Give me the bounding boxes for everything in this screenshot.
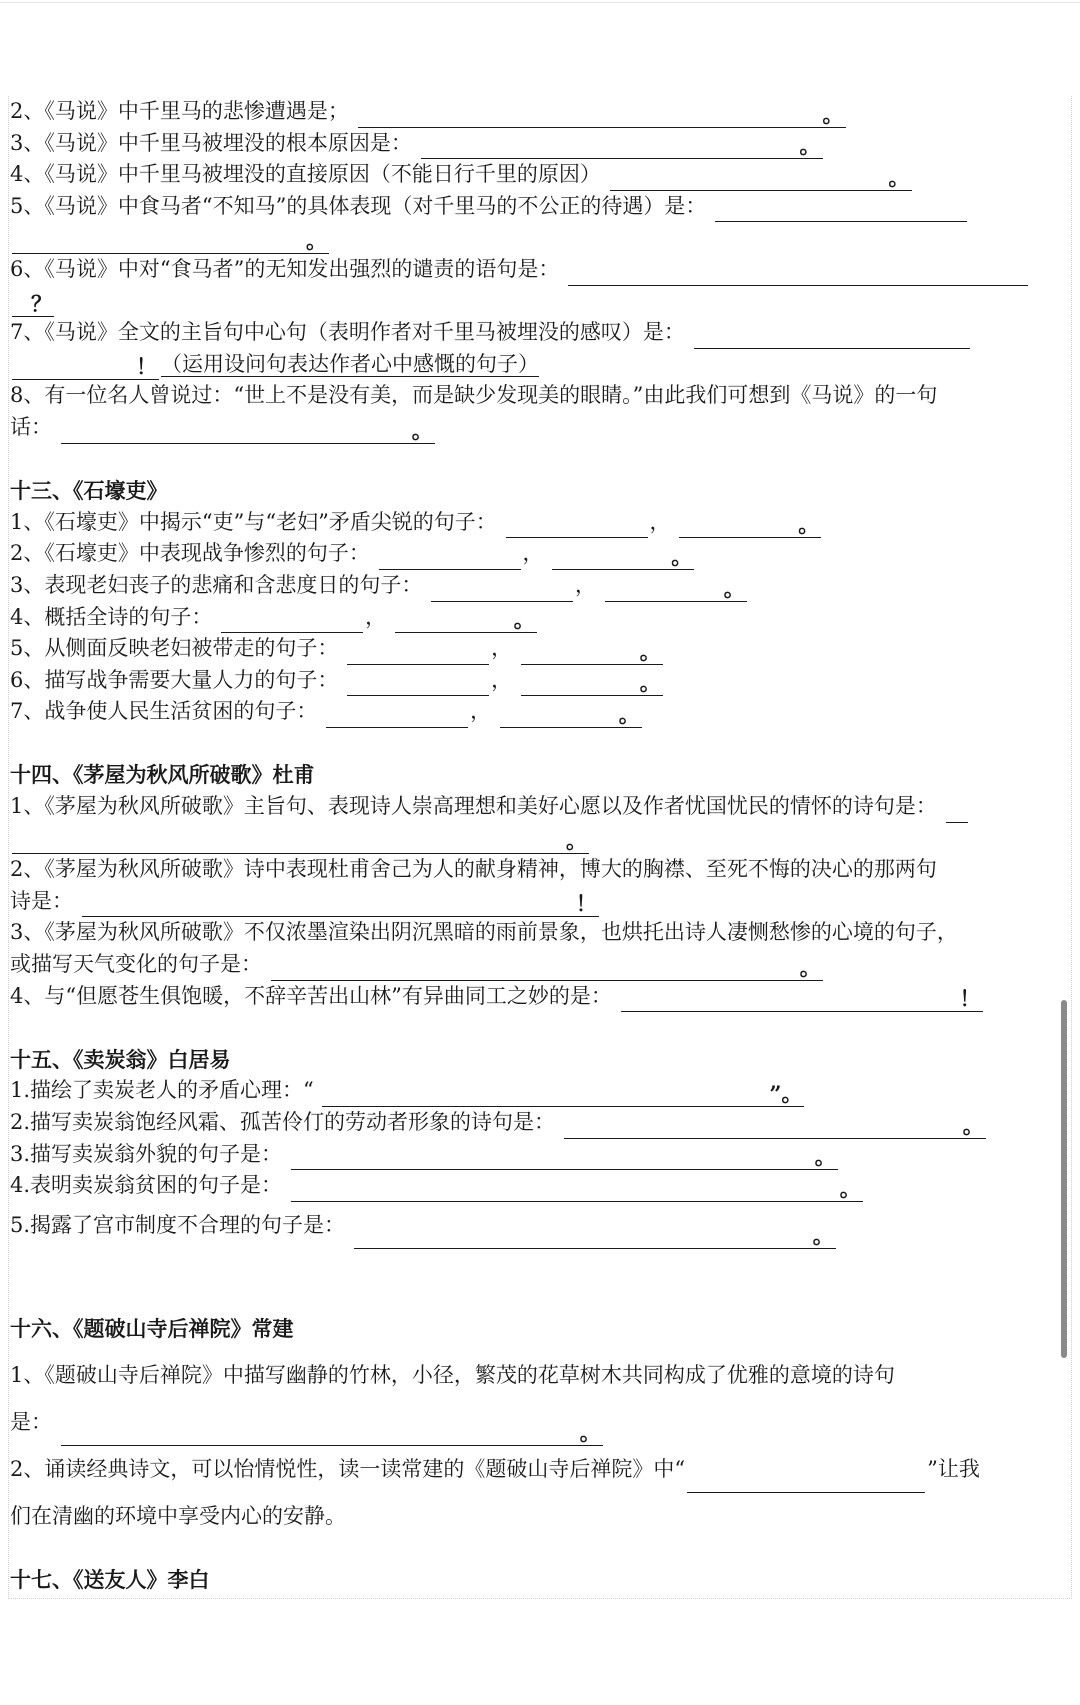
question-text: 3、《茅屋为秋风所破歌》不仅浓墨渲染出阴沉黑暗的雨前景象，也烘托出诗人凄恻愁惨的心境的句子， — [10, 920, 958, 945]
question-text: 2、《马说》中千里马的悲惨遭遇是； — [10, 99, 349, 123]
punctuation: ， — [522, 541, 544, 566]
punctuation: 。 — [799, 954, 821, 980]
punctuation: 。 — [962, 1112, 984, 1138]
question-line — [10, 191, 1066, 223]
answer-blank[interactable] — [506, 513, 648, 538]
question-text: 2、《石壕吏》中表现战争惨烈的句子： — [10, 541, 370, 566]
answer-blank[interactable] — [358, 103, 846, 128]
answer-blank[interactable] — [552, 545, 694, 570]
question-line — [10, 917, 1066, 949]
question-line — [10, 665, 1066, 697]
punctuation: ！ — [575, 891, 597, 917]
question-line-continued — [10, 349, 1066, 381]
answer-blank[interactable] — [271, 956, 823, 981]
punctuation: ！ — [959, 986, 981, 1012]
answer-blank[interactable] — [221, 608, 363, 633]
answer-blank[interactable] — [421, 134, 823, 159]
punctuation: 。 — [411, 417, 433, 443]
punctuation: ！ — [136, 354, 157, 380]
answer-blank[interactable] — [500, 703, 642, 728]
answer-blank[interactable] — [687, 1468, 925, 1493]
punctuation: 。 — [566, 828, 587, 854]
question-line-continued — [10, 412, 1066, 444]
section-heading-ti-po-shan: 十六、《题破山寺后禅院》常建 — [10, 1315, 294, 1341]
punctuation: 。 — [839, 1175, 861, 1201]
punctuation: ？ — [31, 291, 52, 317]
answer-blank[interactable] — [61, 419, 435, 444]
question-line-continued — [10, 886, 1066, 918]
question-line — [10, 1107, 1066, 1139]
answer-blank[interactable] — [610, 166, 912, 191]
punctuation: 。 — [618, 701, 640, 727]
question-note: （运用设问句表达作者心中感慨的句子） — [161, 351, 539, 376]
answer-blank[interactable] — [354, 1224, 836, 1249]
answer-blank[interactable] — [326, 703, 468, 728]
section-heading-mao-wu: 十四、《茅屋为秋风所破歌》杜甫 — [10, 762, 315, 788]
punctuation: ， — [575, 572, 597, 597]
question-text: 7、《马说》全文的主旨句中心句（表明作者对千里马被埋没的感叹）是： — [10, 320, 685, 345]
worksheet-content — [10, 96, 1066, 1595]
question-text: 们在清幽的环境中享受内心的安静。 — [10, 1503, 346, 1528]
punctuation: ， — [470, 699, 492, 724]
vertical-scrollbar[interactable] — [1061, 1000, 1067, 1358]
answer-blank[interactable] — [431, 577, 573, 602]
question-text: 3、《马说》中千里马被埋没的根本原因是： — [10, 130, 412, 155]
punctuation: 。 — [799, 133, 821, 159]
question-line — [10, 1170, 1066, 1202]
answer-blank[interactable] — [605, 577, 747, 602]
question-line — [10, 380, 1066, 412]
question-line — [10, 317, 1066, 349]
question-line — [10, 1446, 1066, 1493]
answer-blank[interactable] — [568, 261, 1028, 286]
top-divider — [0, 2, 1080, 3]
answer-blank[interactable] — [291, 1145, 838, 1170]
question-text: 2、诵读经典诗文，可以怡情悦性，读一读常建的《题破山寺后禅院》中“ — [10, 1456, 686, 1481]
question-line — [10, 159, 1066, 191]
answer-blank[interactable] — [379, 545, 521, 570]
answer-blank[interactable] — [12, 229, 329, 254]
question-text: 4.表明卖炭翁贫困的句子是： — [10, 1173, 283, 1198]
question-line — [10, 1352, 1066, 1399]
punctuation: 。 — [812, 1222, 834, 1248]
punctuation: ， — [491, 636, 513, 661]
question-line — [10, 602, 1066, 634]
answer-blank[interactable] — [694, 324, 970, 349]
question-line — [10, 570, 1066, 602]
punctuation: 。 — [639, 670, 661, 696]
answer-blank[interactable] — [322, 1082, 804, 1107]
question-line — [10, 538, 1066, 570]
question-line — [10, 254, 1066, 286]
question-text: 4、《马说》中千里马被埋没的直接原因（不能日行千里的原因） — [10, 162, 601, 187]
punctuation: 。 — [888, 164, 910, 190]
punctuation: 。 — [513, 607, 535, 633]
question-text: 1、《题破山寺后禅院》中描写幽静的竹林，小径，繁茂的花草树木共同构成了优雅的意境的诗句 — [10, 1362, 895, 1387]
question-line — [10, 981, 1066, 1013]
question-line-continued — [10, 286, 1066, 318]
punctuation: 。 — [671, 543, 693, 569]
question-line — [10, 1075, 1066, 1107]
question-text: 1、《石壕吏》中揭示“吏”与“老妇”矛盾尖锐的句子： — [10, 509, 497, 534]
answer-blank[interactable] — [61, 1421, 603, 1446]
question-line — [10, 1139, 1066, 1171]
question-text: 2.描写卖炭翁饱经风霜、孤苦伶仃的劳动者形象的诗句是： — [10, 1110, 556, 1134]
question-text: 4、概括全诗的句子： — [10, 604, 213, 629]
punctuation: 。 — [306, 227, 327, 253]
question-line-continued — [10, 1493, 1066, 1540]
question-text: 2、《茅屋为秋风所破歌》诗中表现杜甫舍己为人的献身精神，博大的胸襟、至死不悔的决心的那两句 — [10, 857, 937, 882]
question-text: 5、从侧面反映老妇被带走的句子： — [10, 636, 339, 661]
answer-blank[interactable] — [12, 829, 589, 854]
section-heading-mai-tan-weng: 十五、《卖炭翁》白居易 — [10, 1046, 231, 1072]
punctuation: 。 — [814, 1144, 836, 1170]
question-line — [10, 1202, 1066, 1249]
answer-blank[interactable] — [347, 640, 489, 665]
answer-blank[interactable] — [715, 197, 967, 222]
answer-blank[interactable] — [12, 292, 54, 317]
answer-blank[interactable] — [679, 513, 821, 538]
question-line — [10, 633, 1066, 665]
question-text: 4、与“但愿苍生俱饱暖，不辞辛苦出山林”有异曲同工之妙的是： — [10, 983, 612, 1008]
question-line — [10, 791, 1066, 823]
answer-blank[interactable] — [521, 640, 663, 665]
question-line — [10, 507, 1066, 539]
question-text: 7、战争使人民生活贫困的句子： — [10, 699, 318, 724]
punctuation: 。 — [579, 1419, 601, 1445]
punctuation: 。 — [639, 638, 661, 664]
question-line — [10, 696, 1066, 728]
answer-blank[interactable] — [621, 987, 983, 1012]
question-line — [10, 96, 1066, 128]
question-line-continued — [10, 823, 1066, 855]
punctuation: ， — [649, 509, 671, 534]
punctuation: ， — [491, 667, 513, 692]
question-text: 6、《马说》中对“食马者”的无知发出强烈的谴责的语句是： — [10, 256, 560, 281]
question-text: ”让我 — [927, 1456, 980, 1481]
question-text: 或描写天气变化的句子是： — [10, 952, 262, 977]
question-line-continued — [10, 949, 1066, 981]
question-text: 8、有一位名人曾说过：“世上不是没有美，而是缺少发现美的眼睛。”由此我们可想到《马说》的一句 — [10, 383, 938, 408]
answer-blank[interactable] — [564, 1114, 986, 1139]
answer-blank[interactable] — [946, 798, 968, 823]
question-text: 3.描写卖炭翁外貌的句子是： — [10, 1141, 283, 1166]
answer-blank[interactable] — [521, 671, 663, 696]
question-line-continued — [10, 222, 1066, 254]
question-text: 6、描写战争需要大量人力的句子： — [10, 667, 339, 692]
punctuation: 。 — [798, 512, 820, 538]
punctuation: 。 — [723, 575, 745, 601]
question-text: 1.描绘了卖炭老人的矛盾心理：“ — [10, 1078, 314, 1103]
section-heading-shi-hao-li: 十三、《石壕吏》 — [10, 478, 168, 504]
answer-blank[interactable] — [12, 355, 159, 380]
answer-blank[interactable] — [395, 608, 537, 633]
punctuation: ， — [365, 604, 387, 629]
question-text: 5、《马说》中食马者“不知马”的具体表现（对千里马的不公正的待遇）是： — [10, 193, 707, 218]
question-text: 5.揭露了宫市制度不合理的句子是： — [10, 1212, 346, 1237]
section-heading-song-you-ren: 十七、《送友人》李白 — [10, 1566, 210, 1592]
answer-blank[interactable] — [82, 892, 599, 917]
question-text: 是： — [10, 1409, 52, 1434]
question-text: 诗是： — [10, 888, 73, 913]
question-line-continued — [10, 1399, 1066, 1446]
question-text: 1、《茅屋为秋风所破歌》主旨句、表现诗人崇高理想和美好心愿以及作者忧国忧民的情怀的诗句是： — [10, 794, 937, 819]
question-line — [10, 854, 1066, 886]
answer-blank[interactable] — [291, 1177, 863, 1202]
question-text: 3、表现老妇丧子的悲痛和含悲度日的句子： — [10, 572, 423, 597]
answer-blank[interactable] — [347, 671, 489, 696]
punctuation: 。 — [822, 101, 844, 127]
question-text: 话： — [10, 414, 52, 439]
question-line — [10, 128, 1066, 160]
punctuation: ”。 — [769, 1081, 803, 1106]
